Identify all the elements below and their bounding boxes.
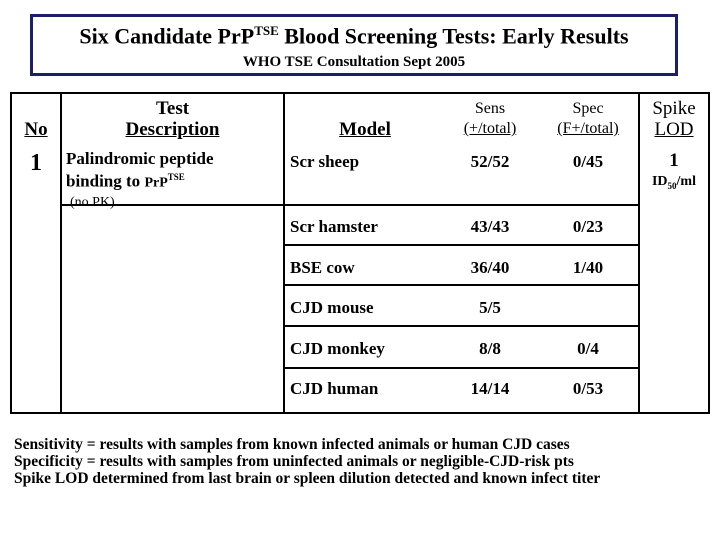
col-header-sens-line2: (+/total) — [463, 120, 517, 137]
col-header-description-line1: Test — [155, 98, 190, 119]
row-spec: 0/4 — [577, 339, 599, 358]
col-header-sens — [442, 99, 538, 139]
col-header-sens-line1: Sens — [474, 100, 506, 117]
col-header-lod-line1: Spike — [652, 98, 696, 119]
row-sens: 43/43 — [470, 217, 510, 236]
footnotes — [14, 436, 714, 487]
row-sens: 52/52 — [470, 152, 510, 171]
slide-subtitle: WHO TSE Consultation Sept 2005 — [242, 54, 466, 70]
col-header-spec-line2: (F+/total) — [557, 120, 619, 137]
row-line-4 — [283, 325, 638, 327]
table-border-bottom — [10, 412, 710, 414]
row-model: CJD mouse — [290, 298, 374, 317]
col-header-no: No — [24, 119, 48, 140]
row-line-5 — [283, 367, 638, 369]
col-header-description-line2: Description — [125, 119, 220, 140]
row-sens: 8/8 — [479, 339, 501, 358]
row-model: BSE cow — [290, 258, 355, 277]
row-line-3 — [283, 284, 638, 286]
col-header-spec — [538, 99, 638, 139]
test-number: 1 — [30, 150, 42, 176]
row-model: Scr hamster — [290, 217, 378, 236]
test-description-line2: binding to PrP$^{TSE}$ — [66, 171, 185, 191]
row-sens: 5/5 — [479, 298, 501, 317]
test-description-line1: Palindromic peptide — [66, 149, 214, 168]
table-border-right — [708, 92, 710, 414]
col-header-description — [62, 98, 283, 140]
test-description — [66, 149, 281, 212]
slide-title — [33, 23, 675, 49]
footnote-spike-lod: Spike LOD determined from last brain or spleen dilution detected and known infect titer — [14, 470, 601, 487]
table-divider-3 — [638, 92, 640, 414]
title-superscript: TSE — [254, 23, 279, 38]
row-spec: 0/23 — [572, 217, 604, 236]
row-model: CJD human — [290, 379, 379, 398]
col-header-model: Model — [339, 119, 391, 140]
row-model: CJD monkey — [290, 339, 385, 358]
row-spec: 0/53 — [572, 379, 604, 398]
title-suffix: Blood Screening Tests: Early Results — [278, 23, 629, 49]
row-model: Scr sheep — [290, 152, 360, 171]
row-sens: 14/14 — [470, 379, 510, 398]
col-header-lod — [640, 98, 708, 140]
title-box — [30, 14, 678, 76]
footnote-specificity: Specificity = results with samples from uninfected animals or negligible-CJD-risk pts — [14, 453, 574, 470]
row-line-1 — [283, 204, 638, 206]
row-spec: 1/40 — [572, 258, 604, 277]
row-sens: 36/40 — [470, 258, 510, 277]
col-header-lod-line2: LOD — [654, 119, 694, 140]
test-description-line3: (no PK) — [70, 194, 115, 210]
lod-unit: $ID_{50}/ml$ — [651, 174, 696, 191]
lod-value: 1 — [669, 150, 679, 171]
table-border-top — [10, 92, 710, 94]
table-divider-2 — [283, 92, 285, 414]
row-line-2 — [283, 244, 638, 246]
col-header-spec-line1: Spec — [572, 100, 604, 117]
title-prefix: Six Candidate PrP — [79, 23, 255, 49]
results-table — [10, 92, 710, 414]
table-divider-1 — [60, 92, 62, 414]
row-spec: 0/45 — [572, 152, 604, 171]
footnote-sensitivity: Sensitivity = results with samples from known infected animals or human CJD cases — [14, 436, 570, 453]
